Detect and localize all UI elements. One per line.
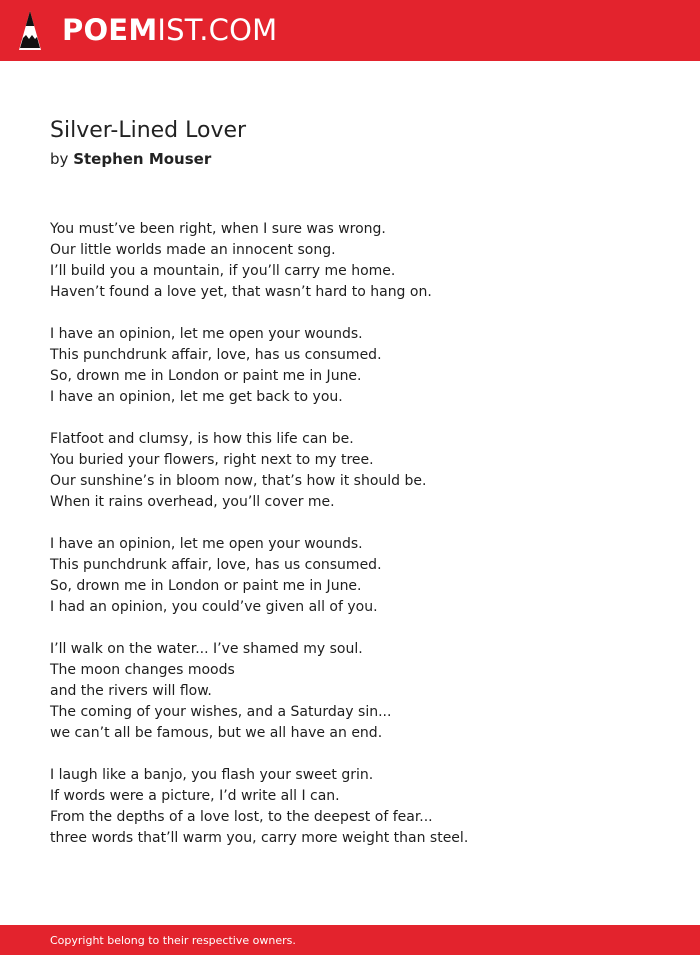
site-logo[interactable] xyxy=(62,12,277,48)
poem-line: I had an opinion, you could’ve given all of you. xyxy=(50,599,378,615)
footer-copyright: Copyright belong to their respective owners. xyxy=(50,934,296,947)
poem-line: Our sunshine’s in bloom now, that’s how it should be. xyxy=(50,473,427,489)
poem-line: This punchdrunk affair, love, has us consumed. xyxy=(50,347,382,363)
poem-stanza xyxy=(50,639,670,744)
poem-line: Our little worlds made an innocent song. xyxy=(50,242,336,258)
poem-byline xyxy=(50,149,211,169)
poem-line: This punchdrunk affair, love, has us consumed. xyxy=(50,557,382,573)
poem-line: You buried your flowers, right next to my tree. xyxy=(50,452,374,468)
poem-body xyxy=(50,219,670,870)
by-label: by xyxy=(50,150,69,168)
poem-title: Silver-Lined Lover xyxy=(50,118,247,143)
poem-stanza xyxy=(50,765,670,849)
poem-line: I have an opinion, let me open your wounds. xyxy=(50,536,363,552)
poem-line: I’ll walk on the water... I’ve shamed my soul. xyxy=(50,641,363,657)
poem-line: I’ll build you a mountain, if you’ll carry me home. xyxy=(50,263,396,279)
logo-bold-text: POEM xyxy=(62,13,158,47)
poem-line: When it rains overhead, you’ll cover me. xyxy=(50,494,335,510)
poem-line: we can’t all be famous, but we all have an end. xyxy=(50,725,383,741)
poem-line: You must’ve been right, when I sure was wrong. xyxy=(50,221,386,237)
poem-line: The coming of your wishes, and a Saturday sin... xyxy=(50,704,392,720)
poem-line: So, drown me in London or paint me in June. xyxy=(50,578,362,594)
poem-line: three words that’ll warm you, carry more weight than steel. xyxy=(50,830,469,846)
poem-line: So, drown me in London or paint me in June. xyxy=(50,368,362,384)
poem-author: Stephen Mouser xyxy=(73,150,212,168)
poem-line: I have an opinion, let me get back to you. xyxy=(50,389,343,405)
poem-stanza xyxy=(50,534,670,618)
poem-line: I laugh like a banjo, you flash your sweet grin. xyxy=(50,767,374,783)
pencil-logo-icon[interactable] xyxy=(18,10,42,52)
site-footer xyxy=(0,925,700,955)
poem-line: Haven’t found a love yet, that wasn’t hard to hang on. xyxy=(50,284,432,300)
poem-stanza xyxy=(50,324,670,408)
poem-line: I have an opinion, let me open your wounds. xyxy=(50,326,363,342)
poem-stanza xyxy=(50,219,670,303)
site-header xyxy=(0,0,700,61)
logo-light-text: IST.COM xyxy=(157,13,278,47)
poem-line: From the depths of a love lost, to the deepest of fear... xyxy=(50,809,433,825)
poem-line: and the rivers will flow. xyxy=(50,683,212,699)
poem-line: The moon changes moods xyxy=(50,662,235,678)
poem-line: Flatfoot and clumsy, is how this life can be. xyxy=(50,431,354,447)
poem-line: If words were a picture, I’d write all I can. xyxy=(50,788,340,804)
poem-stanza xyxy=(50,429,670,513)
